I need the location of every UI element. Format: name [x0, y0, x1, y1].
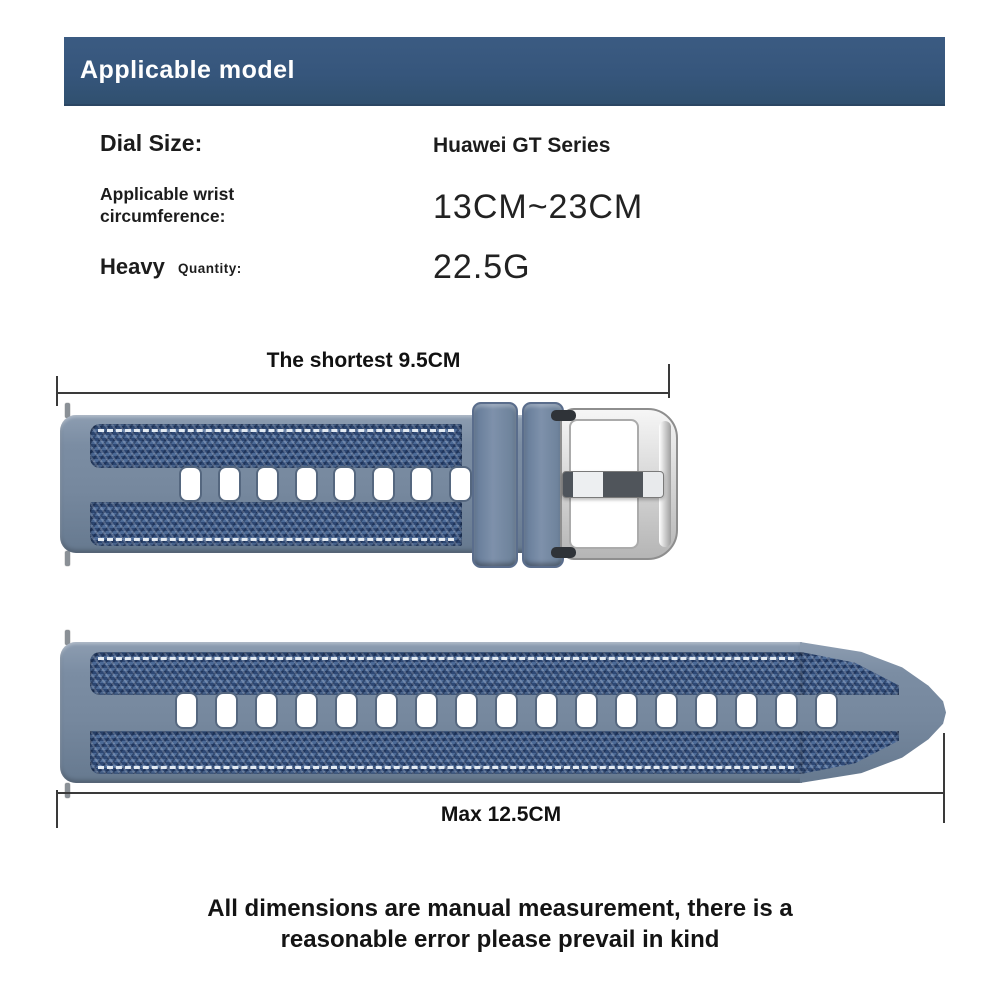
- short-strap-measure-tick-left: [56, 376, 58, 406]
- strap-hole: [495, 692, 518, 729]
- strap-hole: [735, 692, 758, 729]
- short-strap-measure-label: The shortest 9.5CM: [266, 349, 461, 372]
- stitch-line: [98, 538, 454, 541]
- strap-hole: [218, 466, 241, 502]
- strap-fabric-band: [90, 652, 802, 695]
- buckle-prong: [562, 471, 664, 498]
- buckle-hinge-pin: [551, 410, 576, 421]
- strap-hole: [449, 466, 472, 502]
- strap-keeper-loop: [472, 402, 518, 568]
- strap-fabric-band: [90, 502, 462, 546]
- strap-hole: [615, 692, 638, 729]
- strap-hole: [256, 466, 279, 502]
- buckle: [560, 408, 678, 560]
- buckle-hinge-pin: [551, 547, 576, 558]
- spec-label-dial-size: Dial Size:: [100, 130, 203, 156]
- spec-label-weight: Heavy: [100, 254, 165, 279]
- strap-hole: [255, 692, 278, 729]
- spec-value-dial-size: Huawei GT Series: [433, 134, 611, 157]
- strap-hole: [695, 692, 718, 729]
- strap-keeper-loop: [522, 402, 564, 568]
- spring-bar-pin: [65, 783, 70, 798]
- strap-hole: [335, 692, 358, 729]
- strap-hole: [333, 466, 356, 502]
- strap-hole: [375, 692, 398, 729]
- short-strap-image: [60, 400, 700, 575]
- strap-hole: [215, 692, 238, 729]
- strap-fabric-band: [90, 424, 462, 468]
- strap-hole: [295, 692, 318, 729]
- long-strap-measure-line: [57, 792, 945, 794]
- section-header-banner: [64, 37, 945, 106]
- stitch-line: [98, 429, 454, 432]
- strap-fabric-band: [90, 731, 802, 774]
- strap-hole: [410, 466, 433, 502]
- strap-hole: [372, 466, 395, 502]
- strap-hole: [455, 692, 478, 729]
- long-strap-measure-label: Max 12.5CM: [440, 803, 562, 826]
- page-title: Applicable model: [80, 56, 295, 84]
- strap-hole: [535, 692, 558, 729]
- stitch-line: [98, 766, 794, 769]
- spring-bar-pin: [65, 551, 70, 566]
- strap-hole: [415, 692, 438, 729]
- short-strap-measure-tick-right: [668, 364, 670, 398]
- spec-value-weight: 22.5G: [433, 248, 531, 286]
- short-strap-measure-line: [57, 392, 670, 394]
- strap-hole: [815, 692, 838, 729]
- strap-hole: [775, 692, 798, 729]
- strap-hole: [575, 692, 598, 729]
- long-strap-image: [60, 628, 960, 803]
- spec-label-wrist-circumference: Applicable wrist circumference:: [100, 184, 235, 226]
- strap-hole: [179, 466, 202, 502]
- disclaimer-text: All dimensions are manual measurement, there is a reasonable error please prevail in kind: [207, 895, 793, 954]
- spec-sublabel-quantity: Quantity:: [178, 261, 242, 276]
- stitch-line: [98, 657, 794, 660]
- strap-hole: [175, 692, 198, 729]
- spec-value-wrist-circumference: 13CM~23CM: [433, 188, 644, 226]
- strap-hole: [295, 466, 318, 502]
- strap-hole: [655, 692, 678, 729]
